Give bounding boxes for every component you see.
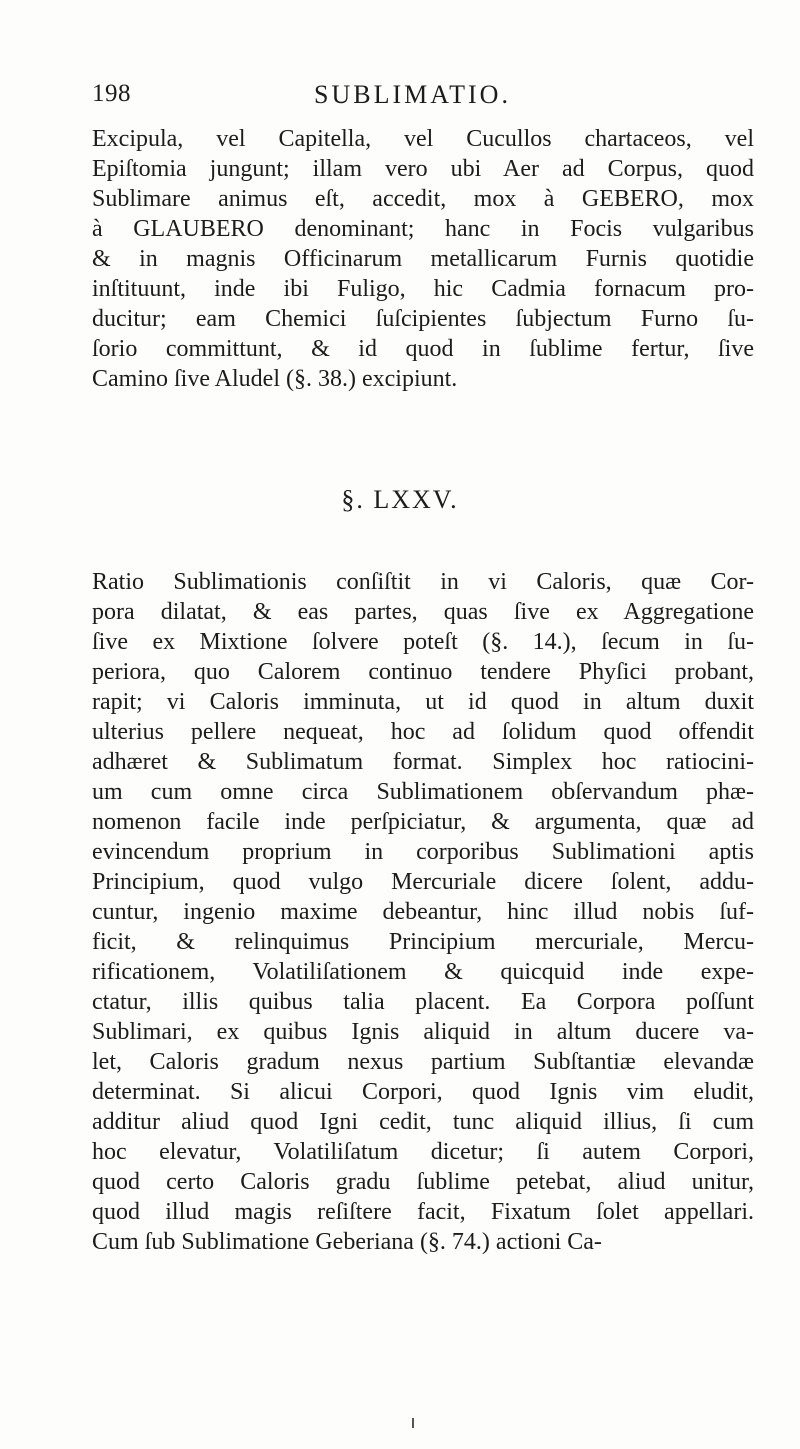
text-line: à GLAUBERO denominant; hanc in Focis vulgaribus [92, 216, 754, 242]
text-line: let, Caloris gradum nexus partium Subſtantiæ elevandæ [92, 1049, 754, 1075]
text-line: ſorio committunt, & id quod in ſublime fertur, ſive [92, 336, 754, 362]
text-line: Sublimare animus eſt, accedit, mox à GEBERO, mox [92, 186, 754, 212]
paragraph-1 [92, 124, 754, 394]
text-line: quod illud magis reſiſtere facit, Fixatum ſolet appellari. [92, 1199, 754, 1225]
text-line: cuntur, ingenio maxime debeantur, hinc illud nobis ſuf- [92, 899, 754, 925]
text-line: nomenon facile inde perſpiciatur, & argumenta, quæ ad [92, 809, 754, 835]
text-line: evincendum proprium in corporibus Sublimationi aptis [92, 839, 754, 865]
page-header [92, 80, 752, 114]
text-line: ctatur, illis quibus talia placent. Ea Corpora poſſunt [92, 989, 754, 1015]
section-heading: §. LXXV. [341, 485, 459, 514]
text-line: determinat. Si alicui Corpori, quod Ignis vim eludit, [92, 1079, 754, 1105]
text-line: Ratio Sublimationis conſiſtit in vi Caloris, quæ Cor- [92, 569, 754, 595]
text-line: rificationem, Volatiliſationem & quicquid inde expe- [92, 959, 754, 985]
text-line: Excipula, vel Capitella, vel Cucullos chartaceos, vel [92, 126, 754, 152]
text-line: ulterius pellere nequeat, hoc ad ſolidum quod offendit [92, 719, 754, 745]
page-number: 198 [92, 80, 131, 107]
text-line: inſtituunt, inde ibi Fuligo, hic Cadmia fornacum pro- [92, 276, 754, 302]
text-line: pora dilatat, & eas partes, quas ſive ex Aggregatione [92, 599, 754, 625]
text-line: ſive ex Mixtione ſolvere poteſt (§. 14.), ſecum in ſu- [92, 629, 754, 655]
text-line: adhæret & Sublimatum format. Simplex hoc ratiocini- [92, 749, 754, 775]
text-line: quod certo Caloris gradu ſublime petebat, aliud unitur, [92, 1169, 754, 1195]
text-line: hoc elevatur, Volatiliſatum dicetur; ſi autem Corpori, [92, 1139, 754, 1165]
text-line: & in magnis Officinarum metallicarum Furnis quotidie [92, 246, 754, 272]
text-line: ficit, & relinquimus Principium mercuriale, Mercu- [92, 929, 754, 955]
text-line: rapit; vi Caloris imminuta, ut id quod in altum duxit [92, 689, 754, 715]
text-line: Principium, quod vulgo Mercuriale dicere ſolent, addu- [92, 869, 754, 895]
text-line: ducitur; eam Chemici ſuſcipientes ſubjectum Furno ſu- [92, 306, 754, 332]
ink-speck [412, 1418, 414, 1428]
text-line: um cum omne circa Sublimationem obſervandum phæ- [92, 779, 754, 805]
text-line: Epiſtomia jungunt; illam vero ubi Aer ad Corpus, quod [92, 156, 754, 182]
text-line: additur aliud quod Igni cedit, tunc aliquid illius, ſi cum [92, 1109, 754, 1135]
text-line: Sublimari, ex quibus Ignis aliquid in altum ducere va- [92, 1019, 754, 1045]
text-line: Camino ſive Aludel (§. 38.) excipiunt. [92, 366, 458, 392]
paragraph-2 [92, 567, 754, 1257]
text-line: Cum ſub Sublimatione Geberiana (§. 74.) actioni Ca- [92, 1229, 602, 1255]
text-line: periora, quo Calorem continuo tendere Phyſici probant, [92, 659, 754, 685]
running-title: SUBLIMATIO. [314, 80, 511, 109]
